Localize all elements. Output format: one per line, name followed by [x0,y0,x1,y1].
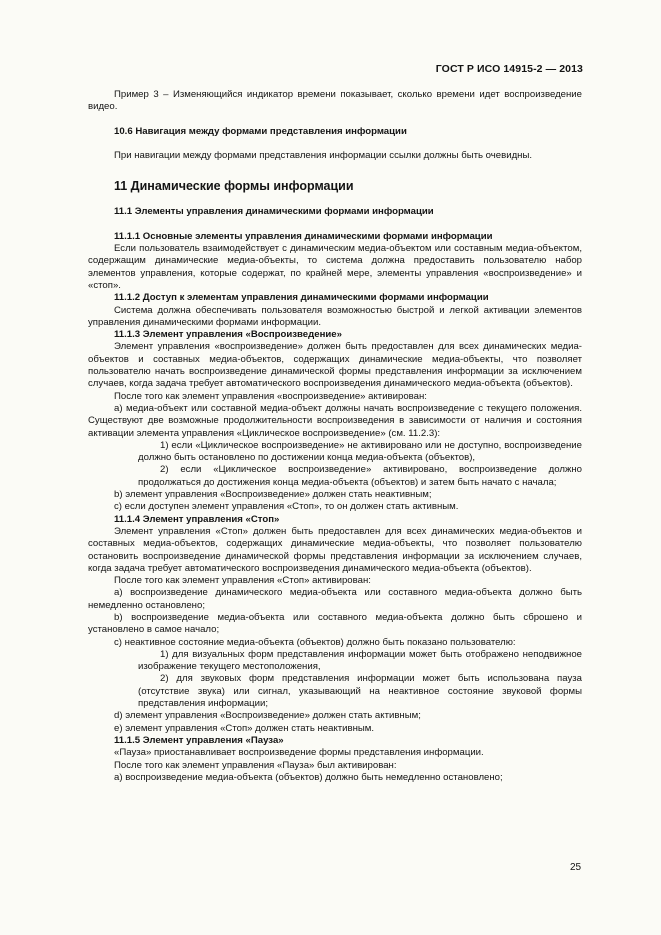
paragraph-10-6: При навигации между формами представления информации ссылки должны быть очевидны. [114,149,533,161]
heading-11-1-4: 11.1.4 Элемент управления «Стоп» [114,513,280,525]
heading-11-1-3: 11.1.3 Элемент управления «Воспроизведение» [114,329,342,341]
sublist-play-a [88,440,582,489]
sublist-stop-c [88,649,582,710]
paragraph-11-1-2: Система должна обеспечивать пользователя возможностью быстрой и легкой активации элементов управления динамическими формами информации. [88,304,582,328]
list-item-stop-e: e) элемент управления «Стоп» должен стать неактивным. [114,722,375,734]
list-item-pause-a: а) воспроизведение медиа-объекта (объектов) должно быть немедленно остановлено; [114,771,503,783]
paragraph-11-1-4: Элемент управления «Стоп» должен быть предоставлен для всех динамических медиа-объектов и составных медиа-объектов, содержащих динамические медиа-объекты, что позволяет пользователю остановить воспроизведение динамической формы представления информации за исключением случаев, когда задача требует автоматического воспроизведения динамического медиа-объекта (объектов). [88,525,582,574]
example-paragraph: Пример 3 – Изменяющийся индикатор времени показывает, сколько времени идет воспроизведение видео. [88,89,582,113]
list-item-play-a2: 2) если «Циклическое воспроизведение» активировано, воспроизведение должно продолжаться до достижения конца медиа-объекта (объектов) и затем быть начато с начала; [138,464,582,488]
page-content [88,89,582,784]
page-number: 25 [570,862,582,873]
heading-11: 11 Динамические формы информации [114,179,354,194]
list-item-stop-d: d) элемент управления «Воспроизведение» должен стать активным; [114,710,421,722]
list-item-play-b: b) элемент управления «Воспроизведение» должен стать неактивным; [114,489,432,501]
list-item-play-a1: 1) если «Циклическое воспроизведение» не активировано или не доступно, воспроизведение должно быть остановлено по достижении конца медиа-объекта (объектов), [138,439,582,464]
heading-11-1-2: 11.1.2 Доступ к элементам управления динамическими формами информации [114,292,489,304]
running-header: ГОСТ Р ИСО 14915-2 — 2013 [435,63,583,75]
paragraph-11-1-5: «Пауза» приостанавливает воспроизведение формы представления информации. [114,747,484,759]
paragraph-after-play: После того как элемент управления «воспроизведение» активирован: [114,390,427,402]
heading-11-1-1: 11.1.1 Основные элементы управления динамическими формами информации [114,230,493,242]
list-item-stop-a: а) воспроизведение динамического медиа-объекта или составного медиа-объекта должно быть немедленно остановлено; [88,587,582,611]
paragraph-11-1-3: Элемент управления «воспроизведение» должен быть предоставлен для всех динамических медиа-объектов и составных медиа-объектов, содержащих динамические медиа-объекты, что позволяет пользователю начать воспроизведение динамической формы представления информации за исключением случаев, когда задача требует автоматического воспроизведения динамического медиа-объекта (объектов). [88,341,582,390]
paragraph-after-pause: После того как элемент управления «Пауза» был активирован: [114,759,397,771]
list-item-play-c: c) если доступен элемент управления «Стоп», то он должен стать активным. [114,501,459,513]
list-item-stop-b: b) воспроизведение медиа-объекта или составного медиа-объекта должно быть сброшено и установлено в самое начало; [88,611,582,636]
paragraph-after-stop: После того как элемент управления «Стоп» активирован: [114,575,371,587]
list-item-stop-c2: 2) для звуковых форм представления информации может быть использована пауза (отсутствие звука) или сигнал, указывающий на неактивное состояние звуковой формы представления информации; [138,673,582,710]
list-item-stop-c: c) неактивное состояние медиа-объекта (объектов) должно быть показано пользователю: [114,636,516,648]
list-item-stop-c1: 1) для визуальных форм представления информации может быть отображено неподвижное изображение текущего местоположения, [138,648,582,673]
heading-10-6: 10.6 Навигация между формами представления информации [114,125,407,137]
heading-11-1-5: 11.1.5 Элемент управления «Пауза» [114,734,284,746]
list-item-play-a: а) медиа-объект или составной медиа-объект должны начать воспроизведение с текущего положения. Существуют две возможные продолжительности воспроизведения в зависимости от наличия и состояния активации элемента управления «Циклическое воспроизведение» (см. 11.2.3): [88,402,582,439]
paragraph-11-1-1: Если пользователь взаимодействует с динамическим медиа-объектом или составным медиа-объектом, содержащим динамические медиа-объекты, то система должна предоставить пользователю набор элементов управления, которые содержат, по крайней мере, элементы управления «воспроизведение» и «стоп». [88,243,582,291]
heading-11-1: 11.1 Элементы управления динамическими формами информации [114,206,434,218]
